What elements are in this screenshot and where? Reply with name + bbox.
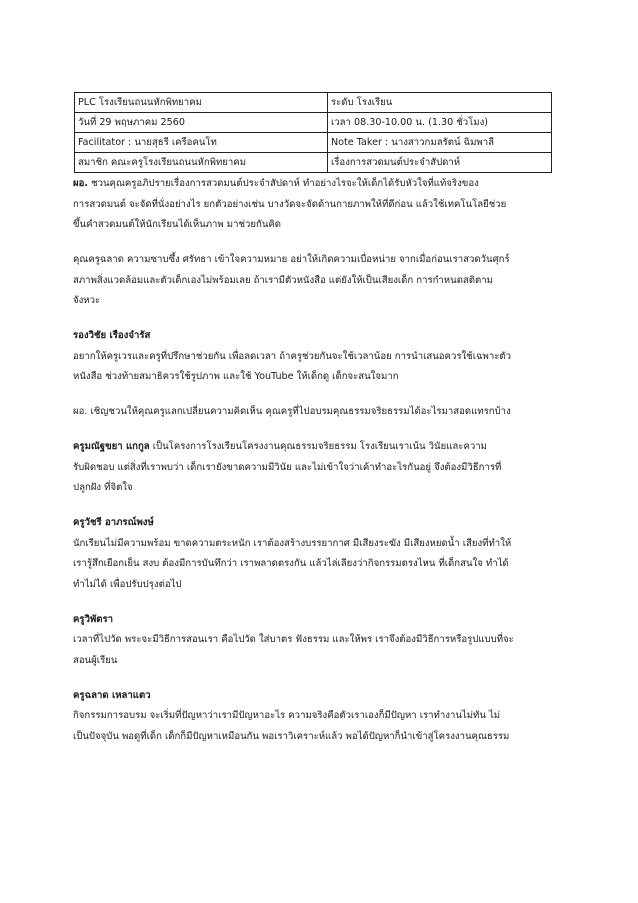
table-row [75, 133, 552, 153]
paragraph-line: เรารู้สึกเยือกเย็น สงบ ต้องมีการบันทึกว่า เราพลาดตรงกัน แล้วไล่เลียงว่ากิจกรรมตรงไหน ที่เด็กสนใจ ทำได้ [73, 558, 509, 569]
paragraph-line: สอนผู้เรียน [73, 654, 118, 666]
paragraph-line: ปลูกฝัง ที่จิตใจ [73, 482, 133, 493]
paragraph-line: ขึ้นคำสวดมนต์ให้นักเรียนได้เห็นภาพ มาช่วยกันคิด [73, 219, 282, 230]
paragraph-line: การสวดมนต์ จะจัดที่นั่งอย่างไร ยกตัวอย่างเช่น บางวัดจะจัดด้านกายภาพให้ที่ดีก่อน แล้วใช้เทคโนโลยีช่วย [73, 198, 507, 210]
table-cell: วันที่ 29 พฤษภาคม 2560 [75, 113, 328, 133]
speaker-heading: ครูวัชรี อาภรณ์พงษ์ [73, 517, 154, 528]
paragraph [73, 437, 561, 499]
speaker-name: ครูมณัฐขยา แกกูล [73, 441, 150, 452]
paragraph-line: หนังสือ ช่วงท้ายสมาธิควรใช้รูปภาพ และใช้ YouTube ให้เด็กดู เด็กจะสนใจมาก [73, 371, 399, 382]
paragraph-line: คุณครูฉลาด ความซาบซึ้ง ศรัทธา เข้าใจความหมาย อย่าให้เกิดความเบื่อหน่าย จากเมื่อก่อนเราสวดวันศุกร์ [73, 254, 510, 265]
line-text: ชวนคุณครูอภิปรายเรื่องการสวดมนต์ประจำสัปดาห์ ทำอย่างไรจะให้เด็กได้รับหัวใจที่แท้จริงของ [88, 178, 479, 189]
paragraph [73, 610, 561, 672]
paragraph [73, 326, 561, 388]
paragraph [73, 402, 561, 423]
paragraph-line: ทำไม่ได้ เพื่อปรับปรุงต่อไป [73, 578, 182, 590]
minutes-body [73, 174, 561, 762]
paragraph-line: อยากให้ครูเวรและครูที่ปรึกษาช่วยกัน เพื่อลดเวลา ถ้าครูช่วยกันจะใช้เวลาน้อย การนำเสนอควรใช้เฉพาะตัว [73, 350, 511, 362]
table-row [75, 153, 552, 173]
table-cell: สมาชิก คณะครูโรงเรียนถนนหักพิทยาคม [75, 153, 328, 173]
paragraph-line: เป็นปัจจุบัน พอดูที่เด็ก เด็กก็มีปัญหาเหมือนกัน พอเราวิเคราะห์แล้ว พอได้ปัญหาก็นำเข้าสู่โครงงานคุณธรรม [73, 730, 510, 742]
paragraph-line: นักเรียนไม่มีความพร้อม ขาดความตระหนัก เราต้องสร้างบรรยากาศ มีเสียงระฆัง มีเสียงหยดน้ำ เสียงที่ทำให้ [73, 537, 512, 549]
speaker-name: ผอ. [73, 178, 89, 189]
paragraph-line: กิจกรรมการอบรม จะเริ่มที่ปัญหาว่าเรามีปัญหาอะไร ความจริงคือตัวเราเองก็มีปัญหา เราทำงานไม่ทัน ไม่ [73, 710, 501, 721]
paragraph [73, 513, 561, 595]
meeting-info-table [74, 92, 552, 173]
paragraph [73, 686, 561, 748]
table-row [75, 113, 552, 133]
paragraph-line: จังหวะ [73, 295, 101, 306]
paragraph-line [73, 437, 561, 458]
table-row [75, 93, 552, 113]
speaker-heading: ครูวิพัตรา [73, 613, 114, 625]
speaker-heading: รองวิชัย เรืองจำรัส [73, 330, 151, 341]
table-cell: Note Taker : นางสาวกมลรัตน์ ฉิมพาลี [328, 133, 552, 153]
paragraph-line [73, 174, 561, 195]
table-cell: ระดับ โรงเรียน [328, 93, 552, 113]
paragraph [73, 250, 561, 312]
table-cell: PLC โรงเรียนถนนหักพิทยาคม [75, 93, 328, 113]
table-cell: Facilitator : นายสุธรี เครือคนโท [75, 133, 328, 153]
speaker-heading: ครูฉลาด เหลาแตว [73, 689, 151, 701]
paragraph-line: รับผิดชอบ แต่สิ่งที่เราพบว่า เด็กเรายังขาดความมีวินัย และไม่เข้าใจว่าเค้าทำอะไรกันอยู่ จึงต้องมีวิธีการที่ [73, 461, 502, 473]
table-cell: เรื่องการสวดมนต์ประจำสัปดาห์ [328, 153, 552, 173]
line-text: เป็นโครงการโรงเรียนโครงงานคุณธรรมจริยธรรม โรงเรียนเราเน้น วินัยและความ [149, 441, 487, 452]
paragraph-line: เวลาที่ไปวัด พระจะมีวิธีการสอนเรา คือไปวัด ใส่บาตร ฟังธรรม และให้พร เราจึงต้องมีวิธีการหรือรูปแบบที่จะ [73, 634, 514, 645]
paragraph-line: ผอ. เชิญชวนให้คุณครูแลกเปลี่ยนความคิดเห็น คุณครูที่ไปอบรมคุณธรรมจริยธรรมได้อะไรมาสอดแทรกบ้าง [73, 406, 511, 417]
paragraph-line: สภาพสิ่งแวดล้อมและตัวเด็กเองไม่พร้อมเลย ถ้าเรามีตัวหนังสือ แต่ยังให้เป็นเสียงเด็ก การกำหนดสติตาม [73, 274, 493, 286]
paragraph [73, 174, 561, 236]
table-cell: เวลา 08.30-10.00 น. (1.30 ชั่วโมง) [328, 113, 552, 133]
